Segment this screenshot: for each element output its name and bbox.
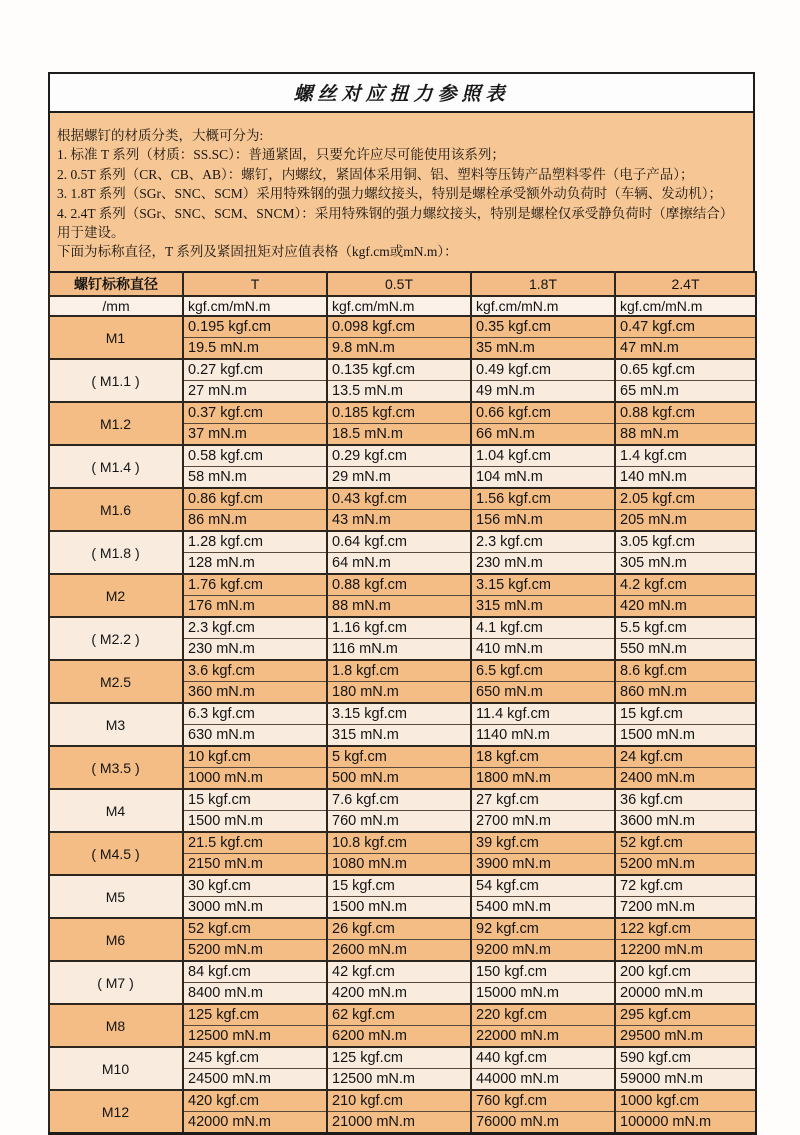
size-cell: M5 — [49, 875, 183, 918]
size-cell: ( M1.4 ) — [49, 445, 183, 488]
torque-cell-mn: 176 mN.m — [183, 596, 327, 618]
unit-header: kgf.cm/mN.m — [615, 296, 756, 316]
torque-cell-mn: 1800 mN.m — [471, 768, 615, 790]
torque-cell-kgf: 36 kgf.cm — [615, 789, 756, 811]
torque-cell-kgf: 1.56 kgf.cm — [471, 488, 615, 510]
table-row-kgf — [49, 1090, 756, 1112]
torque-cell-kgf: 3.15 kgf.cm — [327, 703, 471, 725]
torque-cell-kgf: 39 kgf.cm — [471, 832, 615, 854]
torque-cell-mn: 104 mN.m — [471, 467, 615, 489]
torque-cell-mn: 44000 mN.m — [471, 1069, 615, 1091]
torque-cell-kgf: 52 kgf.cm — [615, 832, 756, 854]
column-header-24t: 2.4T — [615, 272, 756, 296]
torque-cell-kgf: 27 kgf.cm — [471, 789, 615, 811]
torque-cell-mn: 4200 mN.m — [327, 983, 471, 1005]
torque-cell-mn: 360 mN.m — [183, 682, 327, 704]
torque-cell-mn: 1000 mN.m — [183, 768, 327, 790]
torque-cell-kgf: 590 kgf.cm — [615, 1047, 756, 1069]
torque-cell-mn: 860 mN.m — [615, 682, 756, 704]
torque-cell-mn: 1500 mN.m — [615, 725, 756, 747]
torque-cell-kgf: 760 kgf.cm — [471, 1090, 615, 1112]
torque-cell-kgf: 8.6 kgf.cm — [615, 660, 756, 682]
torque-cell-mn: 27 mN.m — [183, 381, 327, 403]
torque-cell-mn: 630 mN.m — [183, 725, 327, 747]
torque-cell-mn: 420 mN.m — [615, 596, 756, 618]
torque-cell-mn: 1500 mN.m — [327, 897, 471, 919]
torque-cell-kgf: 42 kgf.cm — [327, 961, 471, 983]
torque-cell-kgf: 3.15 kgf.cm — [471, 574, 615, 596]
document-sheet — [48, 72, 755, 1135]
torque-cell-kgf: 15 kgf.cm — [183, 789, 327, 811]
torque-cell-kgf: 245 kgf.cm — [183, 1047, 327, 1069]
torque-cell-kgf: 295 kgf.cm — [615, 1004, 756, 1026]
torque-cell-mn: 315 mN.m — [471, 596, 615, 618]
torque-cell-kgf: 24 kgf.cm — [615, 746, 756, 768]
torque-cell-kgf: 0.88 kgf.cm — [615, 402, 756, 424]
torque-cell-kgf: 1.4 kgf.cm — [615, 445, 756, 467]
torque-cell-mn: 86 mN.m — [183, 510, 327, 532]
torque-cell-kgf: 1.28 kgf.cm — [183, 531, 327, 553]
column-header-t: T — [183, 272, 327, 296]
torque-cell-mn: 205 mN.m — [615, 510, 756, 532]
unit-header: kgf.cm/mN.m — [471, 296, 615, 316]
size-cell: M8 — [49, 1004, 183, 1047]
torque-cell-kgf: 0.135 kgf.cm — [327, 359, 471, 381]
unit-header-mm: /mm — [49, 296, 183, 316]
column-header-row — [49, 272, 756, 296]
torque-cell-kgf: 210 kgf.cm — [327, 1090, 471, 1112]
torque-cell-kgf: 122 kgf.cm — [615, 918, 756, 940]
torque-cell-kgf: 0.29 kgf.cm — [327, 445, 471, 467]
size-cell: M10 — [49, 1047, 183, 1090]
size-cell: M2 — [49, 574, 183, 617]
size-cell: M1.6 — [49, 488, 183, 531]
torque-cell-mn: 22000 mN.m — [471, 1026, 615, 1048]
torque-cell-kgf: 125 kgf.cm — [183, 1004, 327, 1026]
intro-line: 下面为标称直径，T 系列及紧固扭矩对应值表格（kgf.cm或mN.m）： — [57, 244, 458, 260]
torque-cell-kgf: 0.66 kgf.cm — [471, 402, 615, 424]
torque-cell-kgf: 11.4 kgf.cm — [471, 703, 615, 725]
torque-cell-mn: 305 mN.m — [615, 553, 756, 575]
torque-cell-mn: 65 mN.m — [615, 381, 756, 403]
torque-cell-mn: 8400 mN.m — [183, 983, 327, 1005]
torque-cell-kgf: 4.2 kgf.cm — [615, 574, 756, 596]
torque-cell-mn: 7200 mN.m — [615, 897, 756, 919]
size-cell: M2.5 — [49, 660, 183, 703]
size-cell: M1 — [49, 316, 183, 359]
torque-cell-mn: 20000 mN.m — [615, 983, 756, 1005]
torque-cell-mn: 100000 mN.m — [615, 1112, 756, 1134]
torque-cell-mn: 230 mN.m — [471, 553, 615, 575]
torque-cell-mn: 13.5 mN.m — [327, 381, 471, 403]
column-header-18t: 1.8T — [471, 272, 615, 296]
table-row-kgf — [49, 531, 756, 553]
intro-line: 根据螺钉的材质分类，大概可分为: — [57, 128, 264, 143]
torque-cell-kgf: 0.35 kgf.cm — [471, 316, 615, 338]
torque-cell-mn: 156 mN.m — [471, 510, 615, 532]
torque-cell-mn: 3900 mN.m — [471, 854, 615, 876]
torque-cell-kgf: 1.8 kgf.cm — [327, 660, 471, 682]
torque-cell-mn: 42000 mN.m — [183, 1112, 327, 1134]
torque-cell-mn: 2600 mN.m — [327, 940, 471, 962]
size-cell: ( M2.2 ) — [49, 617, 183, 660]
torque-cell-mn: 1140 mN.m — [471, 725, 615, 747]
torque-cell-mn: 550 mN.m — [615, 639, 756, 661]
torque-cell-mn: 47 mN.m — [615, 338, 756, 360]
table-row-kgf — [49, 832, 756, 854]
torque-cell-mn: 12500 mN.m — [327, 1069, 471, 1091]
size-cell: ( M4.5 ) — [49, 832, 183, 875]
torque-cell-mn: 88 mN.m — [327, 596, 471, 618]
table-row-kgf — [49, 789, 756, 811]
torque-cell-kgf: 0.27 kgf.cm — [183, 359, 327, 381]
table-row-kgf — [49, 359, 756, 381]
torque-cell-kgf: 4.1 kgf.cm — [471, 617, 615, 639]
column-header-diameter: 螺钉标称直径 — [49, 272, 183, 296]
torque-cell-kgf: 1.16 kgf.cm — [327, 617, 471, 639]
size-cell: M4 — [49, 789, 183, 832]
torque-cell-kgf: 6.5 kgf.cm — [471, 660, 615, 682]
torque-cell-mn: 760 mN.m — [327, 811, 471, 833]
torque-cell-kgf: 92 kgf.cm — [471, 918, 615, 940]
intro-line: 用于建设。 — [57, 225, 125, 241]
torque-cell-kgf: 10 kgf.cm — [183, 746, 327, 768]
torque-cell-kgf: 2.3 kgf.cm — [471, 531, 615, 553]
table-row-kgf — [49, 445, 756, 467]
torque-cell-kgf: 21.5 kgf.cm — [183, 832, 327, 854]
torque-cell-kgf: 0.098 kgf.cm — [327, 316, 471, 338]
torque-cell-mn: 650 mN.m — [471, 682, 615, 704]
torque-cell-kgf: 5 kgf.cm — [327, 746, 471, 768]
torque-cell-kgf: 1000 kgf.cm — [615, 1090, 756, 1112]
table-row-kgf — [49, 488, 756, 510]
torque-cell-mn: 116 mN.m — [327, 639, 471, 661]
torque-cell-kgf: 26 kgf.cm — [327, 918, 471, 940]
torque-cell-kgf: 3.6 kgf.cm — [183, 660, 327, 682]
torque-cell-mn: 5400 mN.m — [471, 897, 615, 919]
column-header-05t: 0.5T — [327, 272, 471, 296]
torque-cell-mn: 76000 mN.m — [471, 1112, 615, 1134]
torque-cell-kgf: 125 kgf.cm — [327, 1047, 471, 1069]
torque-cell-kgf: 150 kgf.cm — [471, 961, 615, 983]
torque-cell-kgf: 420 kgf.cm — [183, 1090, 327, 1112]
torque-cell-kgf: 2.05 kgf.cm — [615, 488, 756, 510]
torque-cell-kgf: 30 kgf.cm — [183, 875, 327, 897]
torque-cell-mn: 2150 mN.m — [183, 854, 327, 876]
torque-cell-kgf: 54 kgf.cm — [471, 875, 615, 897]
size-cell: M1.2 — [49, 402, 183, 445]
torque-cell-mn: 1080 mN.m — [327, 854, 471, 876]
torque-cell-mn: 29 mN.m — [327, 467, 471, 489]
torque-cell-mn: 5200 mN.m — [615, 854, 756, 876]
intro-panel — [48, 113, 755, 271]
size-cell: ( M1.1 ) — [49, 359, 183, 402]
table-row-kgf — [49, 746, 756, 768]
size-cell: ( M7 ) — [49, 961, 183, 1004]
table-row-kgf — [49, 1004, 756, 1026]
torque-cell-mn: 66 mN.m — [471, 424, 615, 446]
torque-cell-kgf: 1.76 kgf.cm — [183, 574, 327, 596]
torque-cell-kgf: 15 kgf.cm — [615, 703, 756, 725]
torque-cell-mn: 2400 mN.m — [615, 768, 756, 790]
torque-cell-kgf: 0.43 kgf.cm — [327, 488, 471, 510]
torque-cell-kgf: 5.5 kgf.cm — [615, 617, 756, 639]
table-row-kgf — [49, 316, 756, 338]
torque-cell-kgf: 0.58 kgf.cm — [183, 445, 327, 467]
torque-cell-mn: 24500 mN.m — [183, 1069, 327, 1091]
torque-cell-mn: 9200 mN.m — [471, 940, 615, 962]
torque-cell-kgf: 10.8 kgf.cm — [327, 832, 471, 854]
torque-cell-mn: 410 mN.m — [471, 639, 615, 661]
torque-cell-mn: 3000 mN.m — [183, 897, 327, 919]
torque-cell-kgf: 0.47 kgf.cm — [615, 316, 756, 338]
intro-line: 4. 2.4T 系列（SGr、SNC、SCM、SNCM）：采用特殊钢的强力螺纹接头，特别是螺栓仅承受静负荷时（摩擦结合） — [57, 205, 734, 221]
table-row-kgf — [49, 961, 756, 983]
torque-cell-mn: 43 mN.m — [327, 510, 471, 532]
torque-cell-kgf: 0.37 kgf.cm — [183, 402, 327, 424]
torque-table-head — [49, 272, 756, 316]
torque-cell-mn: 180 mN.m — [327, 682, 471, 704]
size-cell: M12 — [49, 1090, 183, 1134]
torque-cell-kgf: 7.6 kgf.cm — [327, 789, 471, 811]
torque-cell-mn: 64 mN.m — [327, 553, 471, 575]
size-cell: M3 — [49, 703, 183, 746]
torque-cell-mn: 6200 mN.m — [327, 1026, 471, 1048]
torque-cell-mn: 2700 mN.m — [471, 811, 615, 833]
torque-cell-kgf: 84 kgf.cm — [183, 961, 327, 983]
unit-header: kgf.cm/mN.m — [183, 296, 327, 316]
torque-cell-mn: 19.5 mN.m — [183, 338, 327, 360]
torque-cell-kgf: 2.3 kgf.cm — [183, 617, 327, 639]
torque-cell-kgf: 6.3 kgf.cm — [183, 703, 327, 725]
title-box — [48, 72, 755, 113]
torque-cell-mn: 21000 mN.m — [327, 1112, 471, 1134]
torque-table-body — [49, 316, 756, 1134]
torque-cell-kgf: 0.86 kgf.cm — [183, 488, 327, 510]
torque-cell-kgf: 0.88 kgf.cm — [327, 574, 471, 596]
torque-cell-mn: 12200 mN.m — [615, 940, 756, 962]
torque-cell-kgf: 18 kgf.cm — [471, 746, 615, 768]
torque-cell-mn: 37 mN.m — [183, 424, 327, 446]
torque-cell-kgf: 3.05 kgf.cm — [615, 531, 756, 553]
torque-cell-mn: 128 mN.m — [183, 553, 327, 575]
torque-cell-mn: 5200 mN.m — [183, 940, 327, 962]
torque-cell-mn: 58 mN.m — [183, 467, 327, 489]
torque-cell-kgf: 15 kgf.cm — [327, 875, 471, 897]
torque-cell-kgf: 200 kgf.cm — [615, 961, 756, 983]
torque-cell-mn: 315 mN.m — [327, 725, 471, 747]
table-row-kgf — [49, 574, 756, 596]
intro-line: 1. 标准 T 系列（材质：SS.SC）：普通紧固，只要允许应尽可能使用该系列； — [57, 147, 505, 163]
torque-cell-kgf: 72 kgf.cm — [615, 875, 756, 897]
torque-cell-kgf: 62 kgf.cm — [327, 1004, 471, 1026]
unit-header-row — [49, 296, 756, 316]
torque-cell-mn: 1500 mN.m — [183, 811, 327, 833]
torque-cell-mn: 35 mN.m — [471, 338, 615, 360]
torque-cell-mn: 29500 mN.m — [615, 1026, 756, 1048]
torque-cell-kgf: 52 kgf.cm — [183, 918, 327, 940]
table-row-kgf — [49, 875, 756, 897]
torque-cell-mn: 500 mN.m — [327, 768, 471, 790]
torque-cell-mn: 88 mN.m — [615, 424, 756, 446]
unit-header: kgf.cm/mN.m — [327, 296, 471, 316]
size-cell: M6 — [49, 918, 183, 961]
torque-cell-kgf: 0.64 kgf.cm — [327, 531, 471, 553]
torque-cell-kgf: 440 kgf.cm — [471, 1047, 615, 1069]
torque-cell-kgf: 220 kgf.cm — [471, 1004, 615, 1026]
torque-cell-mn: 15000 mN.m — [471, 983, 615, 1005]
torque-cell-mn: 18.5 mN.m — [327, 424, 471, 446]
intro-line: 3. 1.8T 系列（SGr、SNC、SCM）采用特殊钢的强力螺纹接头，特别是螺栓承受额外动负荷时（车辆、发动机）； — [57, 186, 723, 202]
table-row-kgf — [49, 617, 756, 639]
table-row-kgf — [49, 918, 756, 940]
size-cell: ( M3.5 ) — [49, 746, 183, 789]
table-row-kgf — [49, 660, 756, 682]
intro-line: 2. 0.5T 系列（CR、CB、AB）：螺钉，内螺纹，紧固体采用铜、铝、塑料等压铸产品塑料零件（电子产品）； — [57, 166, 694, 182]
torque-cell-kgf: 0.185 kgf.cm — [327, 402, 471, 424]
torque-cell-mn: 230 mN.m — [183, 639, 327, 661]
table-row-kgf — [49, 402, 756, 424]
table-row-kgf — [49, 1047, 756, 1069]
torque-cell-mn: 3600 mN.m — [615, 811, 756, 833]
torque-cell-kgf: 0.49 kgf.cm — [471, 359, 615, 381]
torque-cell-mn: 9.8 mN.m — [327, 338, 471, 360]
torque-cell-kgf: 0.65 kgf.cm — [615, 359, 756, 381]
torque-cell-mn: 12500 mN.m — [183, 1026, 327, 1048]
torque-cell-kgf: 1.04 kgf.cm — [471, 445, 615, 467]
document-title: 螺丝对应扭力参照表 — [293, 84, 510, 105]
torque-cell-mn: 49 mN.m — [471, 381, 615, 403]
torque-table — [48, 271, 757, 1135]
size-cell: ( M1.8 ) — [49, 531, 183, 574]
table-row-kgf — [49, 703, 756, 725]
torque-cell-mn: 140 mN.m — [615, 467, 756, 489]
torque-cell-mn: 59000 mN.m — [615, 1069, 756, 1091]
torque-cell-kgf: 0.195 kgf.cm — [183, 316, 327, 338]
